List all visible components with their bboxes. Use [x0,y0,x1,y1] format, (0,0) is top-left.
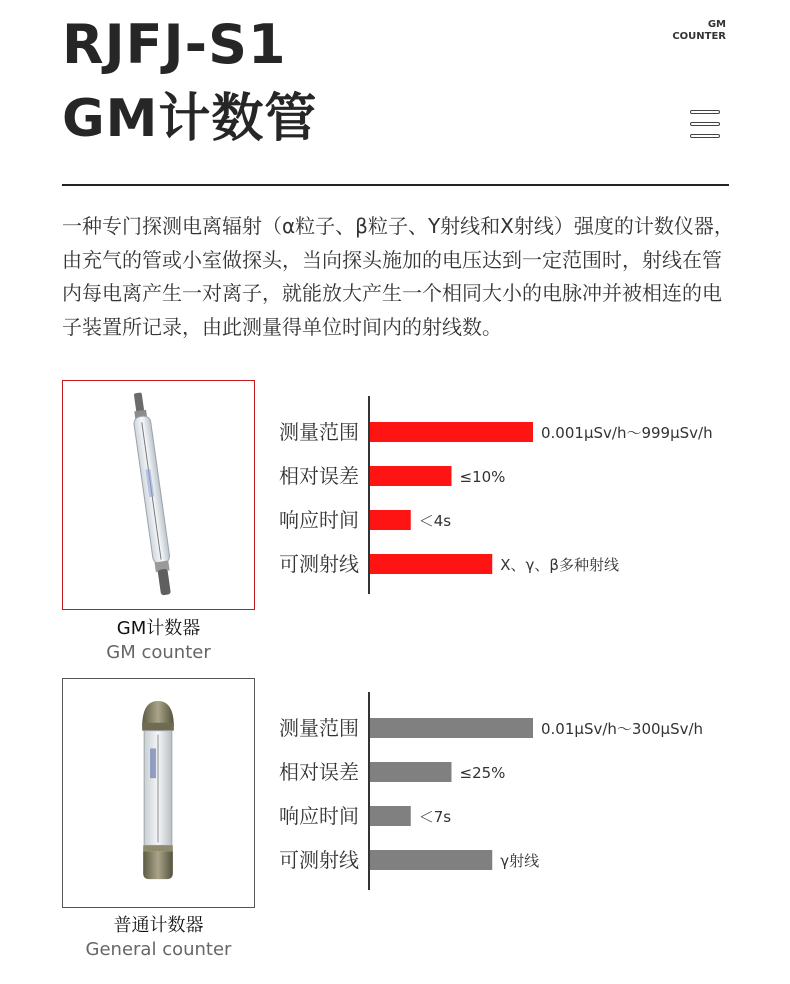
gm-response-time-bar [370,510,411,530]
general-measure-range-value: 0.01μSv/h～300μSv/h [541,720,704,738]
gm-counter-name-cn: GM计数器 [116,618,201,639]
general-counter-name-en: General counter [85,939,232,960]
gm-counter-name-en: GM counter [106,642,211,663]
gm-detectable-rays-value: X、γ、β多种射线 [500,556,619,574]
product-model-title: RJFJ-S1 [62,13,287,76]
gm-measure-range-value: 0.001μSv/h～999μSv/h [541,424,713,442]
gm-response-time-value: ＜4s [418,512,452,530]
general-response-time-bar [370,806,411,826]
general-counter-caption [62,914,255,962]
header-divider [62,184,729,186]
general-response-time-label: 响应时间 [279,804,359,828]
gm-response-time-label: 响应时间 [279,508,359,532]
general-relative-error-bar [370,762,452,782]
product-name-title: GM计数管 [62,89,318,149]
gm-measure-range-bar [370,422,533,442]
gm-counter-caption [62,617,255,665]
gm-detectable-rays-bar [370,554,492,574]
general-detectable-rays-bar [370,850,492,870]
general-measure-range-bar [370,718,533,738]
gm-measure-range-label: 测量范围 [279,420,359,444]
general-detectable-rays-label: 可测射线 [279,848,359,872]
gm-relative-error-label: 相对误差 [279,464,359,488]
gm-relative-error-bar [370,466,452,486]
general-counter-photo [62,678,255,908]
hamburger-menu-icon[interactable] [690,110,722,140]
general-response-time-value: ＜7s [418,808,452,826]
corner-label [646,19,726,43]
gm-relative-error-value: ≤10% [459,468,506,486]
corner-label-line1: GM [707,19,726,30]
corner-label-line2: COUNTER [672,31,726,42]
gm-counter-photo [62,380,255,610]
gm-counter-spec-chart [262,396,762,616]
general-counter-name-cn: 普通计数器 [113,915,204,936]
gm-detectable-rays-label: 可测射线 [279,552,359,576]
general-relative-error-label: 相对误差 [279,760,359,784]
general-measure-range-label: 测量范围 [279,716,359,740]
description-text: 一种专门探测电离辐射（α粒子、β粒子、Y射线和X射线）强度的计数仪器，由充气的管或小室做探头，当向探头施加的电压达到一定范围时，射线在管内每电离产生一对离子，就能放大产生一个相同大小的电脉冲并被相连的电子装置所记录，由此测量得单位时间内的射线数。 [62,214,734,339]
general-counter-spec-chart [262,692,762,912]
general-relative-error-value: ≤25% [459,764,506,782]
general-detectable-rays-value: γ射线 [500,852,540,870]
